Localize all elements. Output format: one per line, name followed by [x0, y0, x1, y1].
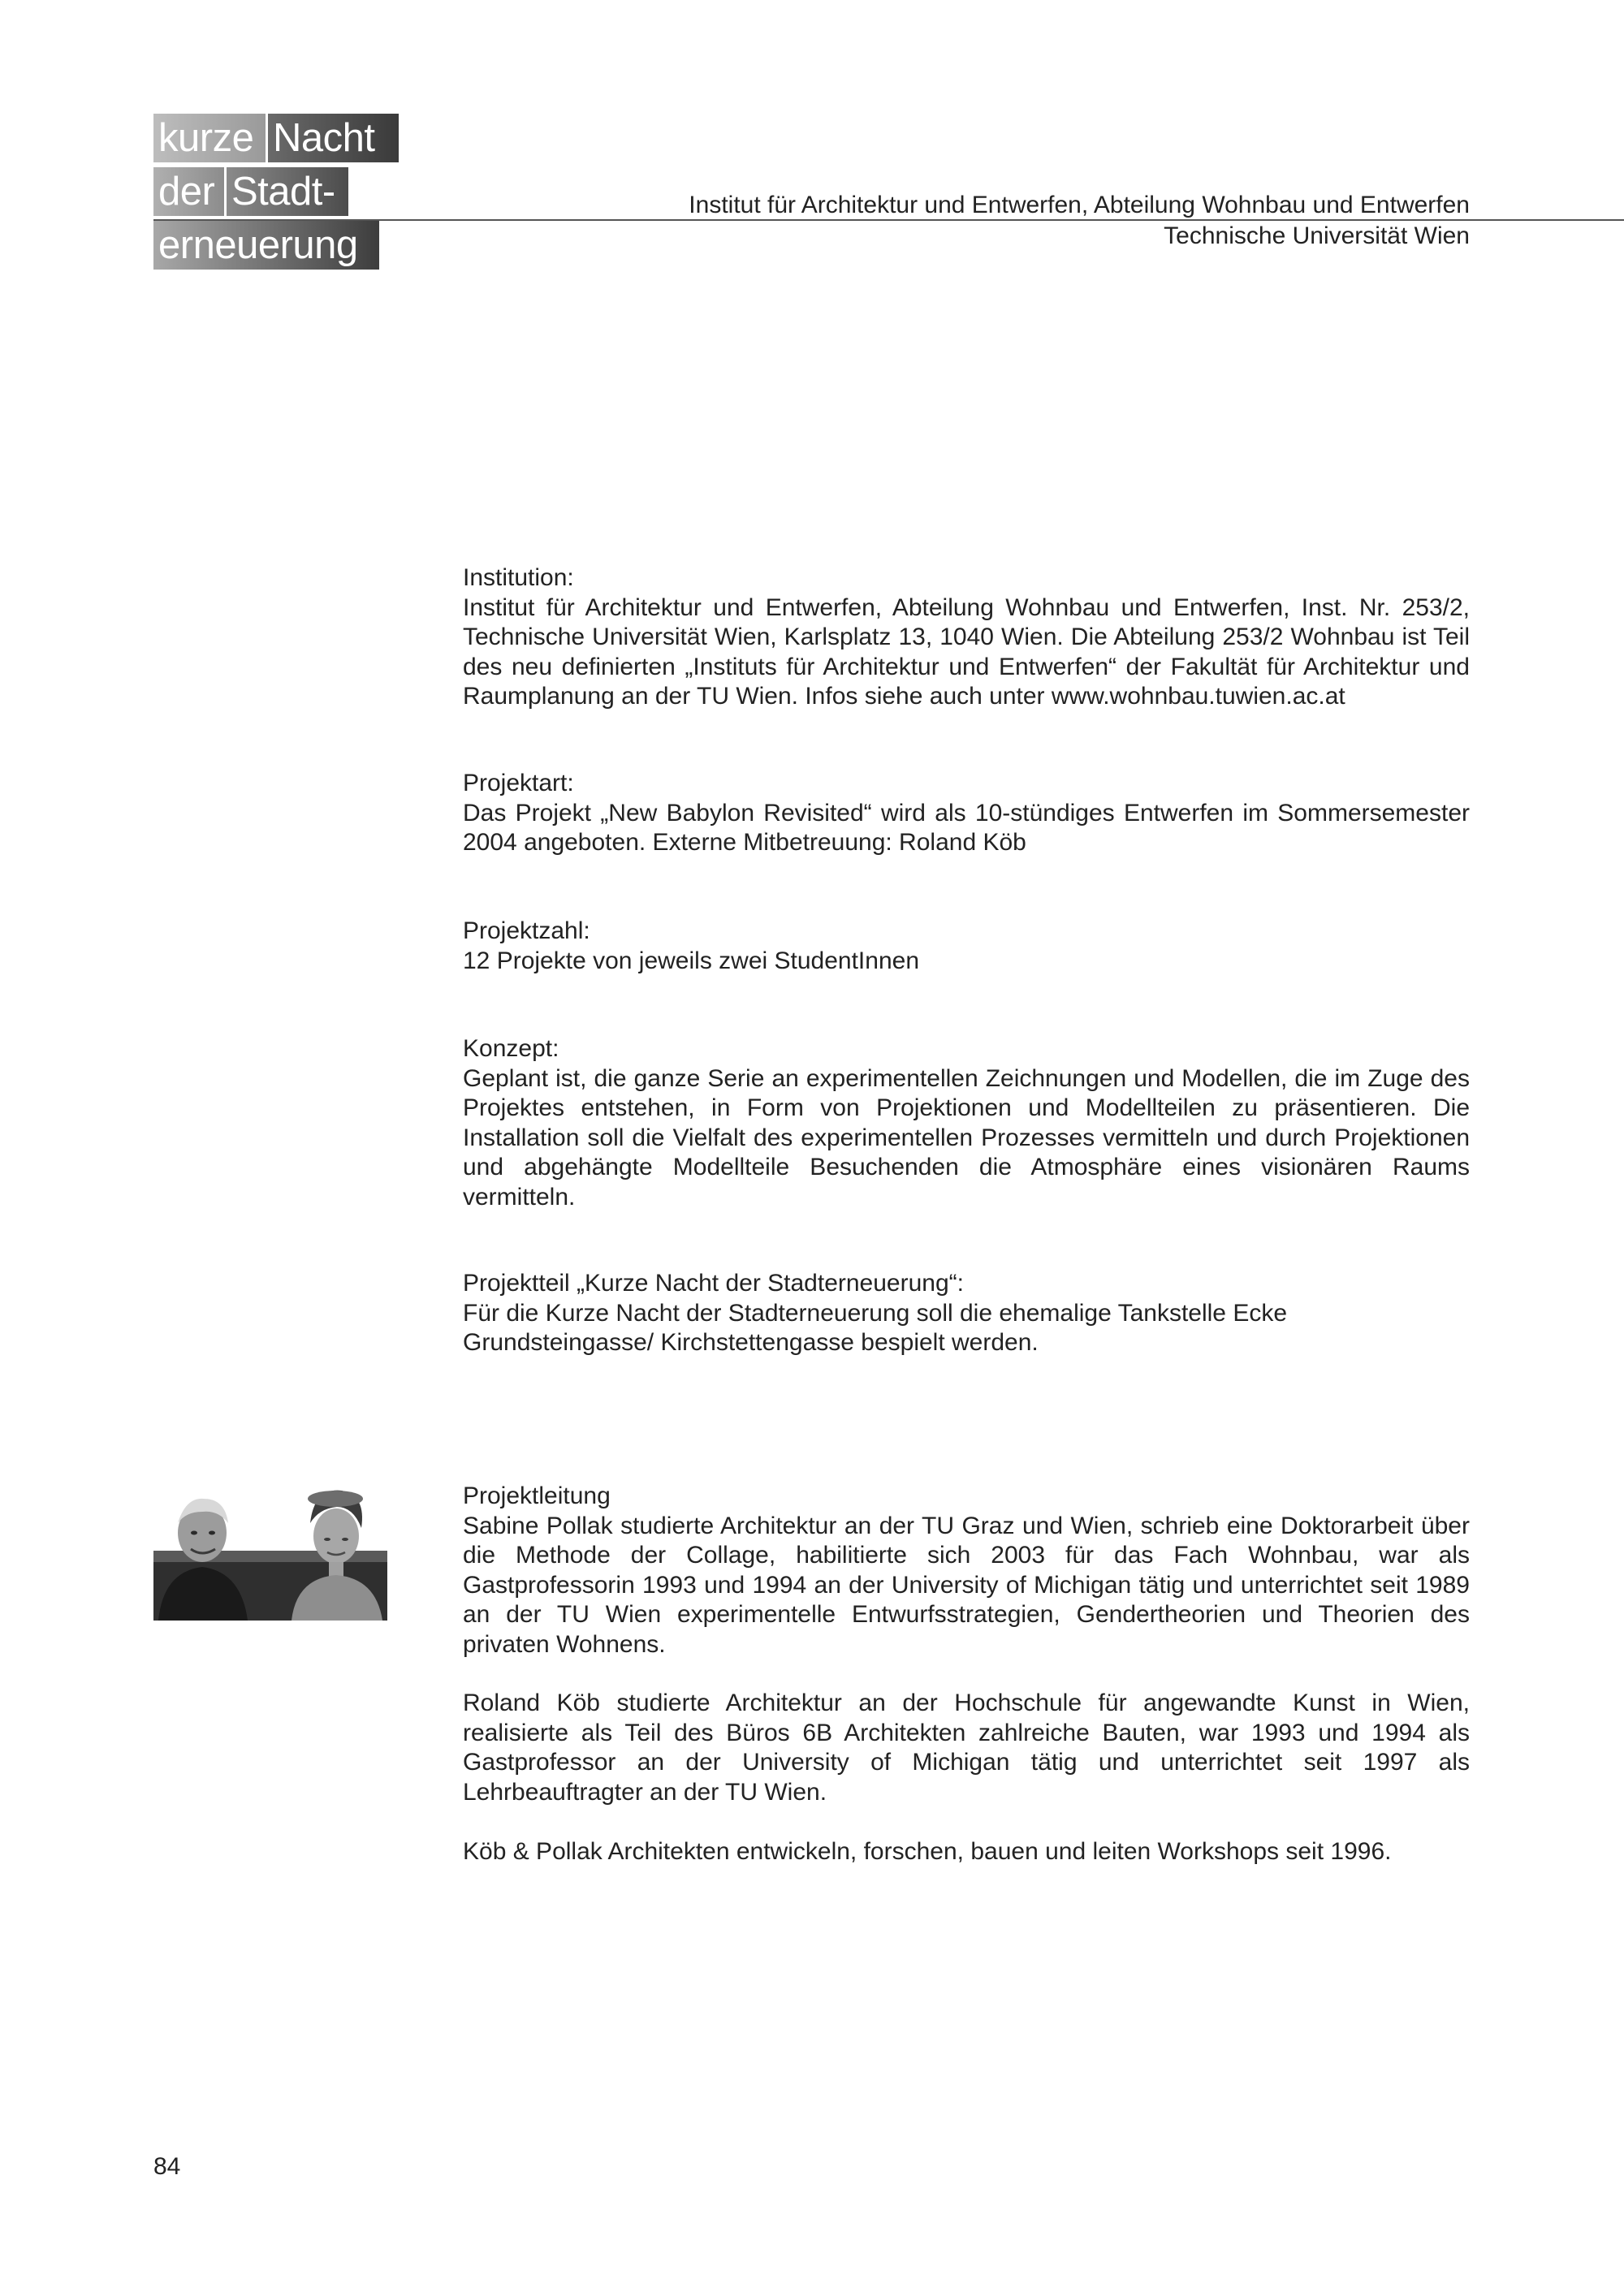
logo-word-der: der: [153, 167, 224, 216]
section-text: Sabine Pollak studierte Architektur an der TU Graz und Wien, schrieb eine Doktorarbeit über die Methode der Collage, habilitierte sich 2003 für das Fach Wohnbau, war als Gastprofessorin 1993 und 1994 an der University of Michigan tätig und unterrichtet seit 1989 an der TU Wien experimentelle Entwurfsstrategien, Gendertheorien und Theorien des privaten Wohnens.: [463, 1512, 1470, 1658]
section-label: Projektart:: [463, 770, 574, 796]
section-projektart: [463, 769, 1470, 858]
section-text: Köb & Pollak Architekten entwickeln, forschen, bauen und leiten Workshops seit 1996.: [463, 1838, 1392, 1865]
section-text: Das Projekt „New Babylon Revisited“ wird als 10-stündiges Entwerfen im Sommersemester 2004 angeboten. Externe Mitbetreuung: Roland Köb: [463, 799, 1470, 856]
logo-word-kurze: kurze: [153, 114, 266, 162]
section-text: Geplant ist, die ganze Serie an experimentellen Zeichnungen und Modellen, die im Zuge des Projektes entstehen, in Form von Projektionen und Modellteilen zu präsentieren. Die Installation soll die Vielfalt des experimentellen Prozesses vermitteln und durch Projektionen und abgehängte Modellteile Besuchenden die Atmosphäre eines visionären Raums vermitteln.: [463, 1064, 1470, 1211]
section-text: 12 Projekte von jeweils zwei StudentInnen: [463, 947, 920, 974]
section-text: Institut für Architektur und Entwerfen, Abteilung Wohnbau und Entwerfen, Inst. Nr. 253/2, Technische Universität Wien, Karlsplatz 13, 1040 Wien. Die Abteilung 253/2 Wohnbau ist Teil des neu definierten „Instituts für Architektur und Entwerfen“ der Fakultät für Architektur und Raumplanung an der TU Wien. Infos siehe auch unter www.wohnbau.tuwien.ac.at: [463, 593, 1470, 710]
section-label: Konzept:: [463, 1035, 559, 1062]
section-projektleitung: [463, 1482, 1470, 1659]
section-konzept: [463, 1034, 1470, 1212]
logo-word-nacht: Nacht: [268, 114, 399, 162]
section-label: Projektzahl:: [463, 917, 590, 944]
section-projektzahl: [463, 917, 1470, 976]
section-label: Projektteil „Kurze Nacht der Stadterneuerung“:: [463, 1270, 964, 1297]
header-rule: [153, 219, 1624, 221]
section-text: Roland Köb studierte Architektur an der Hochschule für angewandte Kunst in Wien, realisierte als Teil des Büros 6B Architekten zahlreiche Bauten, war 1993 und 1994 als Gastprofessor an der University of Michigan tätig und unterrichtet seit 1997 als Lehrbeauftragter an der TU Wien.: [463, 1690, 1470, 1806]
section-label: Projektleitung: [463, 1482, 611, 1509]
section-text: Für die Kurze Nacht der Stadterneuerung soll die ehemalige Tankstelle Ecke Grundsteingasse/ Kirchstettengasse bespielt werden.: [463, 1299, 1288, 1356]
section-closing: [463, 1837, 1470, 1867]
section-koeb-bio: [463, 1689, 1470, 1807]
header-university: Technische Universität Wien: [1164, 222, 1470, 249]
page-number: 84: [153, 2153, 181, 2180]
logo: [153, 114, 397, 273]
section-projektteil: [463, 1269, 1470, 1358]
section-label: Institution:: [463, 564, 574, 591]
logo-word-erneuerung: erneuerung: [153, 221, 379, 270]
logo-word-stadt: Stadt-: [227, 167, 348, 216]
section-institution: [463, 563, 1470, 712]
portrait-photo: [153, 1482, 387, 1621]
header-institute: Institut für Architektur und Entwerfen, Abteilung Wohnbau und Entwerfen: [689, 192, 1470, 218]
